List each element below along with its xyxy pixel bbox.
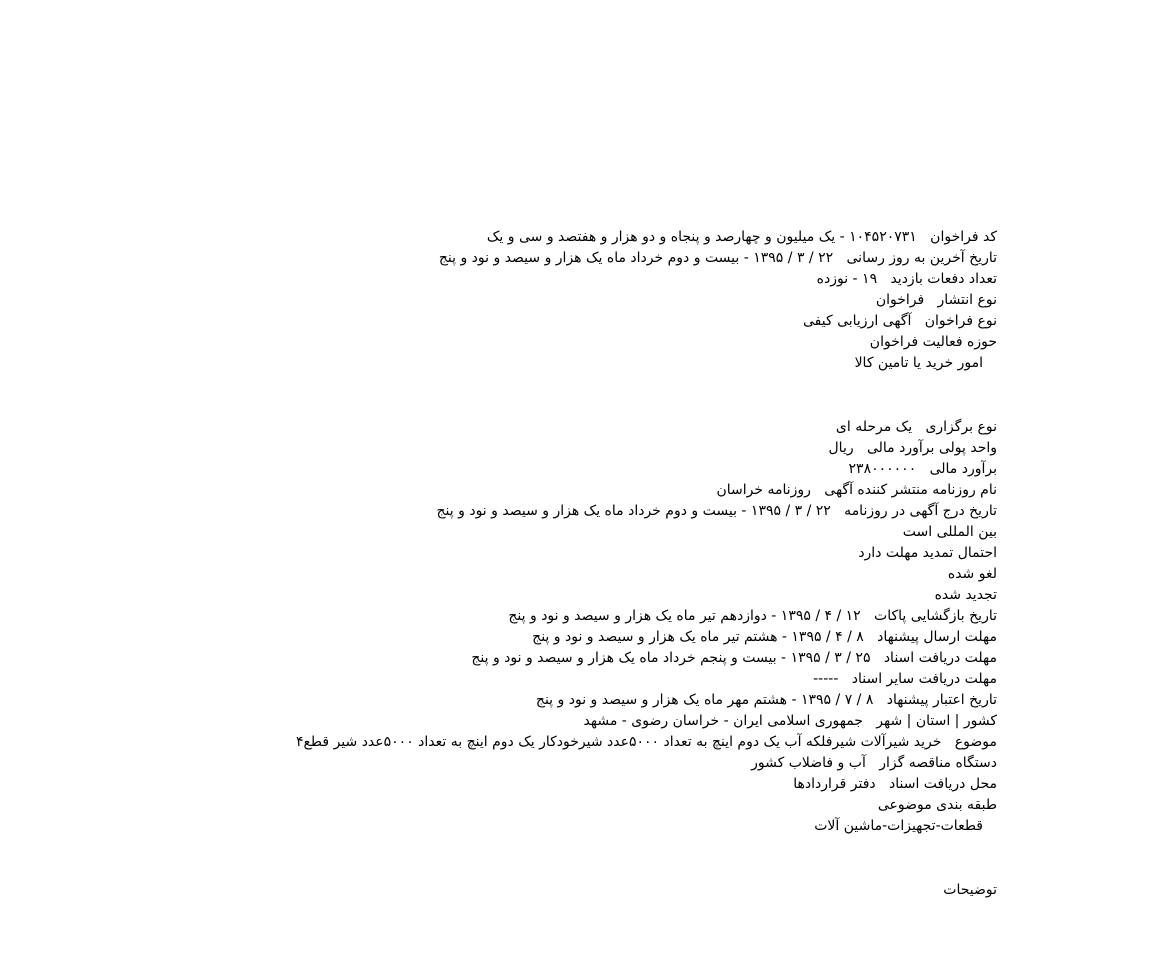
- estimate-row: [137, 459, 997, 480]
- other-docs-deadline-row: [137, 669, 997, 690]
- subject-value: خرید شیرآلات شیرفلکه آب یک دوم اینچ به تعداد ۵۰۰۰عدد شیرخودکار یک دوم اینچ به تعداد ۵۰۰۰عدد شیر قطع۴: [295, 734, 942, 750]
- currency-row: [137, 438, 997, 459]
- visits-label: تعداد دفعات بازدید: [881, 271, 997, 287]
- holding-type-row: [137, 417, 997, 438]
- currency-value: ریال: [828, 440, 854, 456]
- location-value: جمهوری اسلامی ایران - خراسان رضوی - مشهد: [583, 713, 863, 729]
- opening-date-row: [137, 606, 997, 627]
- proposal-deadline-row: [137, 627, 997, 648]
- estimate-label: برآورد مالی: [920, 461, 997, 477]
- docs-deadline-row: [137, 648, 997, 669]
- classification-label: طبقه بندی موضوعی: [877, 797, 997, 813]
- tender-body-value: آب و فاضلاب کشور: [751, 755, 866, 771]
- activity-area-label: حوزه فعالیت فراخوان: [869, 334, 997, 350]
- spacer: [137, 374, 997, 417]
- docs-place-label: محل دریافت اسناد: [880, 776, 997, 792]
- notes-label: توضیحات: [943, 882, 997, 898]
- visits-value: ۱۹ - نوزده: [816, 271, 878, 287]
- other-docs-deadline-value: -----: [813, 671, 839, 687]
- docs-place-value: دفتر قراردادها: [793, 776, 876, 792]
- publish-type-value: فراخوان: [875, 292, 925, 308]
- renewed-flag: تجدید شده: [934, 587, 997, 603]
- proposal-deadline-value: ۸ / ۴ / ۱۳۹۵ - هشتم تیر ماه یک هزار و سیصد و نود و پنج: [532, 629, 864, 645]
- newspaper-value: روزنامه خراسان: [716, 482, 811, 498]
- docs-deadline-value: ۲۵ / ۳ / ۱۳۹۵ - بیست و پنجم خرداد ماه یک هزار و سیصد و نود و پنج: [471, 650, 871, 666]
- spacer: [137, 837, 997, 880]
- call-type-row: [137, 311, 997, 332]
- estimate-value: ۲۳۸۰۰۰۰۰۰: [848, 461, 917, 477]
- code-row: [137, 227, 997, 248]
- visits-row: [137, 269, 997, 290]
- validity-date-value: ۸ / ۷ / ۱۳۹۵ - هشتم مهر ماه یک هزار و سیصد و نود و پنج: [535, 692, 874, 708]
- last-update-value: ۲۲ / ۳ / ۱۳۹۵ - بیست و دوم خرداد ماه یک هزار و سیصد و نود و پنج: [438, 250, 834, 266]
- subject-row: [137, 732, 997, 753]
- publish-type-row: [137, 290, 997, 311]
- tender-body-row: [137, 753, 997, 774]
- tender-details: [137, 227, 997, 901]
- newspaper-date-row: [137, 501, 997, 522]
- location-label: کشور | استان | شهر: [867, 713, 997, 729]
- tender-body-label: دستگاه مناقصه گزار: [870, 755, 997, 771]
- activity-area-value: امور خرید یا تامین کالا: [854, 355, 983, 371]
- code-label: کد فراخوان: [921, 229, 997, 245]
- call-type-label: نوع فراخوان: [915, 313, 997, 329]
- holding-type-value: یک مرحله ای: [835, 419, 913, 435]
- newspaper-date-label: تاریخ درج آگهی در روزنامه: [835, 503, 997, 519]
- call-type-value: آگهی ارزیابی کیفی: [802, 313, 912, 329]
- newspaper-date-value: ۲۲ / ۳ / ۱۳۹۵ - بیست و دوم خرداد ماه یک هزار و سیصد و نود و پنج: [436, 503, 831, 519]
- holding-type-label: نوع برگزاری: [916, 419, 997, 435]
- docs-place-row: [137, 774, 997, 795]
- opening-date-value: ۱۲ / ۴ / ۱۳۹۵ - دوازدهم تیر ماه یک هزار و سیصد و نود و پنج: [508, 608, 861, 624]
- subject-label: موضوع: [945, 734, 997, 750]
- docs-deadline-label: مهلت دریافت اسناد: [874, 650, 997, 666]
- location-row: [137, 711, 997, 732]
- cancelled-flag: لغو شده: [947, 566, 997, 582]
- proposal-deadline-label: مهلت ارسال پیشنهاد: [868, 629, 997, 645]
- opening-date-label: تاریخ بازگشایی پاکات: [865, 608, 997, 624]
- validity-date-row: [137, 690, 997, 711]
- other-docs-deadline-label: مهلت دریافت سایر اسناد: [842, 671, 997, 687]
- classification-value: قطعات-تجهیزات-ماشین آلات: [814, 818, 983, 834]
- currency-label: واحد پولی برآورد مالی: [858, 440, 997, 456]
- newspaper-label: نام روزنامه منتشر کننده آگهی: [815, 482, 997, 498]
- international-flag: بین المللی است: [902, 524, 997, 540]
- newspaper-row: [137, 480, 997, 501]
- code-value: ۱۰۴۵۲۰۷۳۱ - یک میلیون و چهارصد و پنجاه و دو هزار و هفتصد و سی و یک: [486, 229, 917, 245]
- last-update-label: تاریخ آخرین به روز رسانی: [837, 250, 997, 266]
- last-update-row: [137, 248, 997, 269]
- validity-date-label: تاریخ اعتبار پیشنهاد: [877, 692, 997, 708]
- extension-flag: احتمال تمدید مهلت دارد: [858, 545, 997, 561]
- publish-type-label: نوع انتشار: [928, 292, 997, 308]
